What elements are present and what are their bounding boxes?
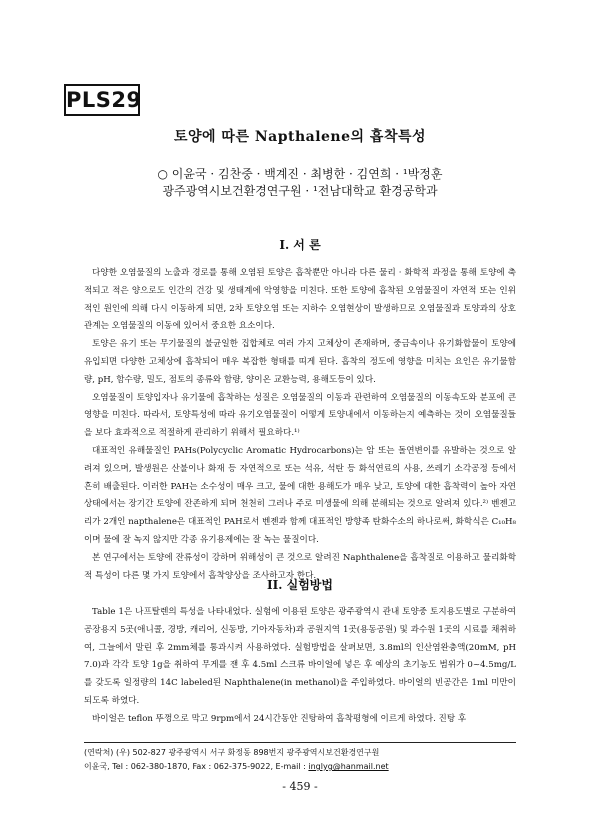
- section-heading-methods: II. 실험방법: [267, 578, 333, 592]
- contact-info: [84, 746, 516, 774]
- introduction-body: [84, 265, 516, 585]
- paragraph: Table 1은 나프탈렌의 특성을 나타내었다. 실험에 이용된 토양은 광주광역시 관내 토양중 토지용도별로 구분하여 공장용지 5곳(애니콜, 경방, 캐리어, 신동방, 기아자동차)과 공원지역 1곳(용동공원) 및 과수원 1곳의 시료를 채취하여, 그늘에서 말린 후 2mm체를 통과시켜 사용하였다. 실험방법을 살펴보면, 3.8ml의 인산염완충액(20mM, pH 7.0)과 각각 토양 1g을 취하여 무게를 잰 후 4.5ml 스크류 바이얼에 넣은 후 예상의 초기농도 범위가 0~4.5mg/L를 갖도록 일정량의 14C labeled된 Naphthalene(in methanol)을 주입하였다. 바이얼의 빈공간은 1ml 미만이 되도록 하였다.: [84, 607, 516, 706]
- email-link[interactable]: inglyg@hanmail.net: [308, 762, 389, 771]
- contact-phone-email: [84, 760, 516, 774]
- affiliation: 광주광역시보건환경연구원 · ¹전남대학교 환경공학과: [162, 184, 438, 198]
- paragraph: 오염물질이 토양입자나 유기물에 흡착하는 성질은 오염물질의 이동과 관련하여 오염물질의 이동속도와 분포에 큰 영향을 미친다. 따라서, 토양특성에 따라 유기오염물질이 어떻게 토양내에서 이동하는지 예측하는 것이 오염물질들을 보다 효과적으로 적절하게 관리하기 위해서 필요하다.¹⁾: [84, 392, 516, 439]
- paragraph: 바이얼은 teflon 뚜껑으로 막고 9rpm에서 24시간동안 진탕하여 흡착평형에 이르게 하였다. 진탕 후: [92, 713, 467, 724]
- page-number: - 459 -: [282, 780, 318, 793]
- contact-address: (연락처) (우) 502-827 광주광역시 서구 화정동 898번지 광주광역시보건환경연구원: [84, 748, 380, 757]
- paper-title: 토양에 따른 Napthalene의 흡착특성: [173, 129, 427, 145]
- methods-body: [84, 604, 516, 729]
- contact-phone-fax: 이윤국, Tel : 062-380-1870, Fax : 062-375-9022, E-mail :: [84, 762, 309, 771]
- author-list: ○ 이윤국 · 김찬중 · 백계진 · 최병한 · 김연희 · ¹박정훈: [157, 167, 443, 181]
- paragraph: 다양한 오염물질의 노출과 경로를 통해 오염된 토양은 흡착뿐만 아니라 다른 물리 · 화학적 과정을 통해 토양에 축적되고 적은 양으로도 인간의 건강 및 생태계에 악영향을 미친다. 또한 토양에 흡착된 오염물질이 자연적 또는 인위적인 원인에 의해 다시 이동하게 되면, 2차 토양오염 또는 지하수 오염현상이 발생하므로 오염물질과 토양과의 상호관계는 오염물질의 이동에 있어서 중요한 요소이다.: [84, 268, 516, 332]
- footer-divider: [84, 742, 516, 743]
- paragraph: 대표적인 유해물질인 PAHs(Polycyclic Aromatic Hydrocarbons)는 암 또는 돌연변이를 유발하는 것으로 알려져 있으며, 발생원은 산불이나 화재 등 자연적으로 또는 석유, 석탄 등 화석연료의 사용, 쓰레기 소각공정 등에서 흔히 배출된다. 이러한 PAH는 소수성이 매우 크고, 물에 대한 용해도가 매우 낮고, 토양에 대한 흡착력이 높아 자연상태에서는 장기간 토양에 잔존하게 되며 천천히 그러나 주로 미생물에 의해 분해되는 것으로 알려져 있다.²⁾ 벤젠고리가 2개인 napthalene은 대표적인 PAH로서 벤젠과 함께 대표적인 방향족 탄화수소의 하나로써, 화학식은 C₁₀H₈이며 물에 잘 녹지 않지만 각종 유기용제에는 잘 녹는 물질이다.: [84, 445, 516, 545]
- paper-code-badge: PLS29: [64, 84, 140, 116]
- paragraph: 토양은 유기 또는 무기물질의 불균일한 집합체로 여러 가지 고체상이 존재하며, 중금속이나 유기화합물이 토양에 유입되면 다양한 고체상에 흡착되어 매우 복잡한 형태를 띠게 된다. 흡착의 정도에 영향을 미치는 요인은 유기물함량, pH, 함수량, 밀도, 점토의 종류와 함량, 양이온 교환능력, 용해도등이 있다.: [84, 339, 516, 385]
- paragraph: 본 연구에서는 토양에 잔류성이 강하며 위해성이 큰 것으로 알려진 Naphthalene을 흡착질로 이용하고 물리화학적 특성이 다른 몇 가지 토양에서 흡착양상을 조사하고자 한다.: [84, 552, 516, 581]
- section-heading-introduction: I. 서 론: [279, 238, 321, 252]
